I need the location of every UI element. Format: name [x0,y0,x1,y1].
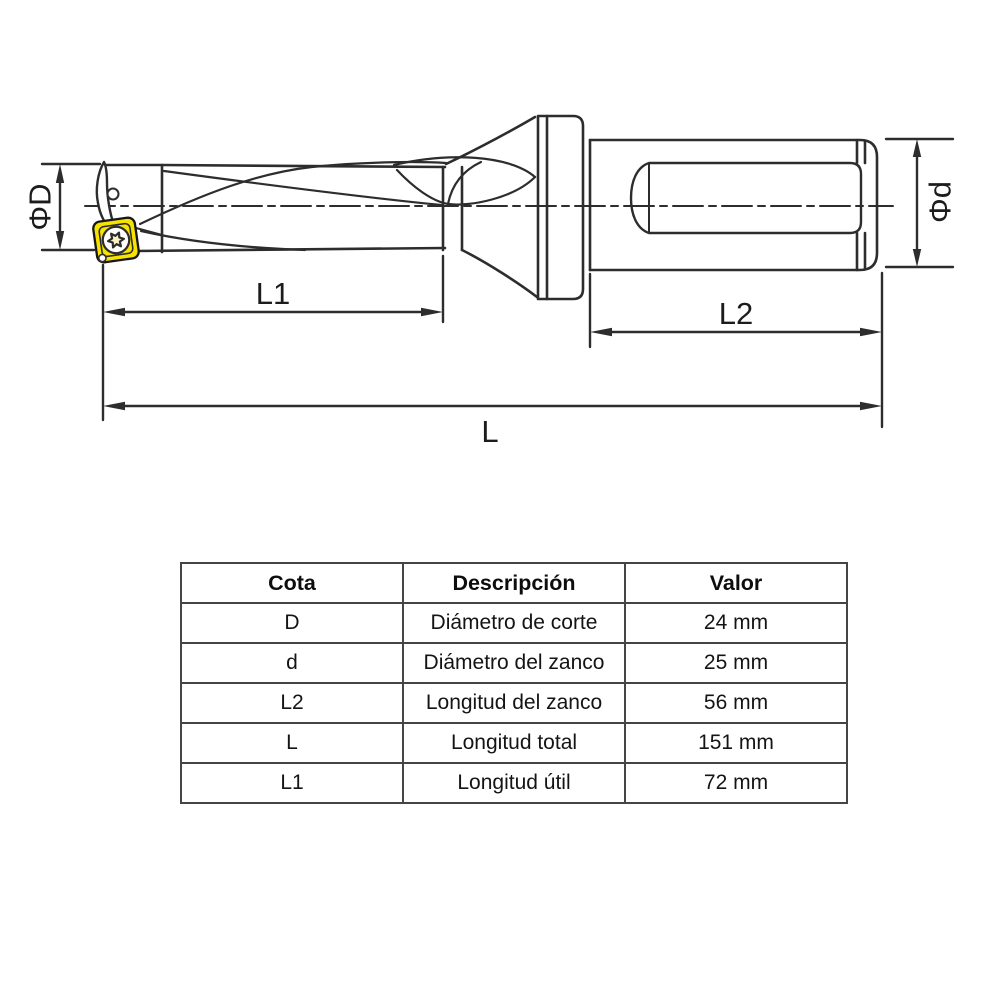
arrow-L-left [103,402,125,411]
cell-descripcion: Longitud del zanco [403,683,625,723]
insert-pocket-line [136,228,162,235]
cell-valor: 151 mm [625,723,847,763]
cell-cota: L2 [181,683,403,723]
flute-runout-bottom [397,170,535,205]
carbide-insert [92,217,139,263]
cell-valor: 25 mm [625,643,847,683]
arrow-L2-right [860,328,882,337]
arrow-phiD-down [56,231,64,250]
dim-L-label: L [481,414,499,449]
dim-phid-label: Φd [922,181,958,223]
spec-table [180,562,848,804]
table-row [181,683,847,723]
drill-body [104,116,877,299]
arrow-L1-right [421,308,443,317]
cell-cota: d [181,643,403,683]
cell-cota: L1 [181,763,403,803]
table-row [181,643,847,683]
table-row [181,723,847,763]
spec-table-header [181,563,847,603]
flute-runout-inner [448,162,481,204]
flute-line-upper [164,171,441,205]
cell-descripcion: Longitud total [403,723,625,763]
header-cota: Cota [181,563,403,603]
insert-corner-hole [98,254,106,262]
cell-valor: 24 mm [625,603,847,643]
cell-valor: 56 mm [625,683,847,723]
flute-line-lower [141,231,305,250]
dimension-arrows [56,139,921,410]
arrow-L-right [860,402,882,411]
cell-valor: 72 mm [625,763,847,803]
arrow-phid-up [913,139,921,157]
header-descripcion: Descripción [403,563,625,603]
drawing-strokes [23,116,958,449]
cone-bottom-edge [462,250,537,297]
cell-descripcion: Diámetro del zanco [403,643,625,683]
flute-line-cross [140,162,446,224]
table-header-row [181,563,847,603]
arrow-L2-left [590,328,612,337]
tip-center-insert [97,162,119,228]
spec-table-body [181,603,847,803]
flange-outline [538,116,583,299]
arrow-phiD-up [56,164,64,183]
dim-L1-label: L1 [255,276,291,311]
table-row [181,763,847,803]
flute-lines [136,157,535,250]
header-valor: Valor [625,563,847,603]
dim-L2-label: L2 [718,296,754,331]
cell-cota: L [181,723,403,763]
cell-descripcion: Longitud útil [403,763,625,803]
tip-screw-icon [108,189,119,200]
dim-phiD-label: ΦD [22,183,58,231]
shank-flat [631,163,861,233]
arrow-L1-left [103,308,125,317]
arrow-phid-down [913,249,921,267]
table-row [181,603,847,643]
cell-cota: D [181,603,403,643]
cell-descripcion: Diámetro de corte [403,603,625,643]
